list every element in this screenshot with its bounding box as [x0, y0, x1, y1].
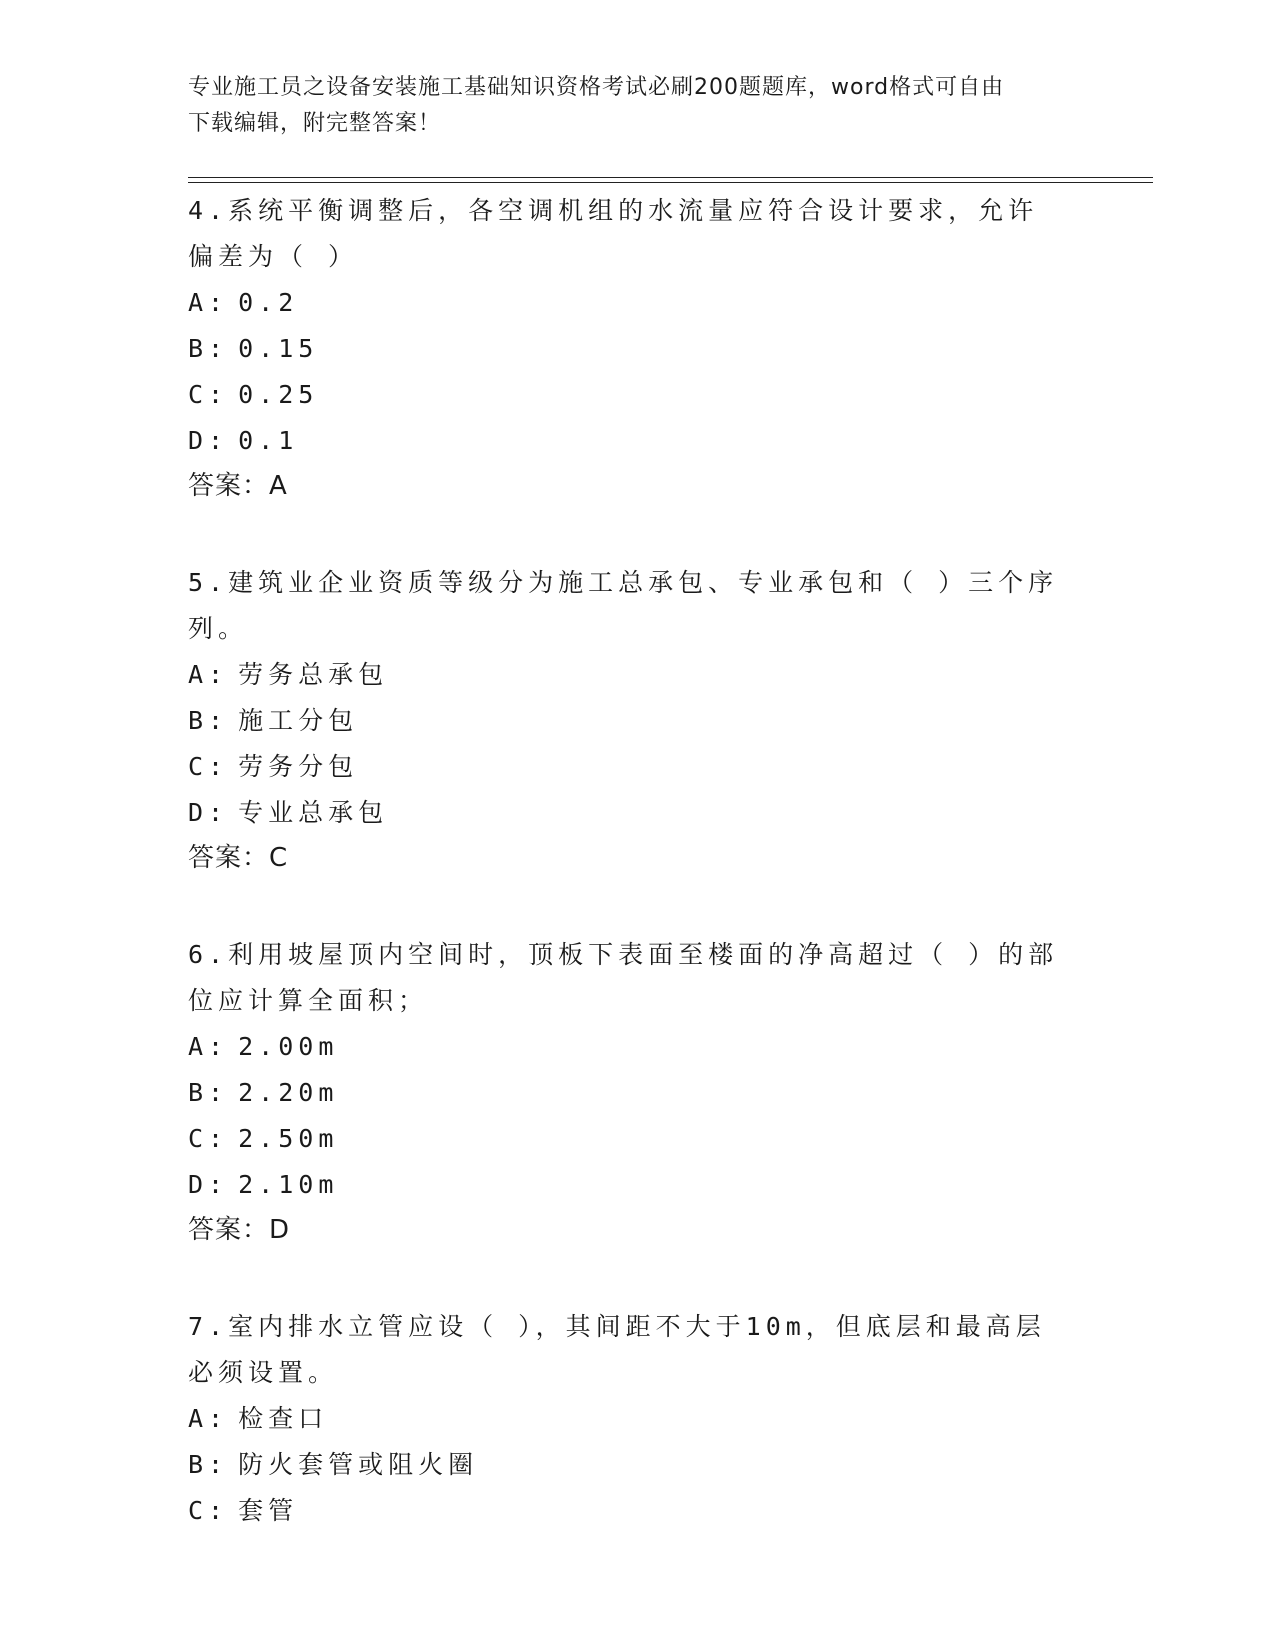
answer-line: 答案：D [188, 1215, 291, 1245]
option-a [188, 1396, 1068, 1442]
question-5 [188, 560, 1068, 880]
option-letter: B: [188, 1450, 229, 1479]
option-a [188, 280, 1068, 326]
option-c [188, 372, 1068, 418]
option-c [188, 1488, 1068, 1534]
option-letter: A: [188, 660, 229, 689]
option-c [188, 744, 1068, 790]
header-rule-bottom [188, 182, 1153, 183]
question-6 [188, 932, 1068, 1252]
option-letter: C: [188, 380, 229, 409]
option-letter: C: [188, 1124, 229, 1153]
option-text: 2.00m [238, 1032, 339, 1061]
answer-line: 答案：A [188, 471, 288, 501]
document-header [188, 70, 1068, 142]
question-stem: 5.建筑业企业资质等级分为施工总承包、专业承包和（ ）三个序列。 [188, 568, 1059, 643]
option-letter: C: [188, 752, 229, 781]
option-letter: C: [188, 1496, 229, 1525]
option-letter: D: [188, 426, 229, 455]
header-line-2: 下载编辑，附完整答案！ [188, 111, 442, 136]
option-text: 劳务总承包 [238, 660, 389, 689]
option-c [188, 1116, 1068, 1162]
option-letter: D: [188, 798, 229, 827]
option-letter: D: [188, 1170, 229, 1199]
question-4 [188, 188, 1068, 508]
option-b [188, 1442, 1068, 1488]
option-text: 劳务分包 [238, 752, 359, 781]
question-stem: 7.室内排水立管应设（ ），其间距不大于10m，但底层和最高层必须设置。 [188, 1312, 1046, 1387]
option-letter: B: [188, 706, 229, 735]
option-text: 0.25 [238, 380, 319, 409]
option-text: 检查口 [238, 1404, 329, 1433]
option-text: 0.1 [238, 426, 299, 455]
option-text: 2.50m [238, 1124, 339, 1153]
question-list [188, 188, 1068, 1586]
option-text: 0.2 [238, 288, 299, 317]
question-7 [188, 1304, 1068, 1534]
option-d [188, 1162, 1068, 1208]
question-stem: 4.系统平衡调整后，各空调机组的水流量应符合设计要求，允许偏差为（ ） [188, 196, 1039, 271]
question-stem: 6.利用坡屋顶内空间时，顶板下表面至楼面的净高超过（ ）的部位应计算全面积； [188, 940, 1059, 1015]
option-letter: B: [188, 1078, 229, 1107]
option-letter: A: [188, 1032, 229, 1061]
header-rule-top [188, 177, 1153, 178]
option-text: 施工分包 [238, 706, 359, 735]
option-a [188, 652, 1068, 698]
option-text: 套管 [238, 1496, 299, 1525]
option-a [188, 1024, 1068, 1070]
option-text: 0.15 [238, 334, 319, 363]
option-b [188, 1070, 1068, 1116]
option-text: 2.10m [238, 1170, 339, 1199]
header-line-1: 专业施工员之设备安装施工基础知识资格考试必刷200题题库，word格式可自由 [188, 75, 1005, 100]
option-b [188, 326, 1068, 372]
option-letter: A: [188, 1404, 229, 1433]
answer-line: 答案：C [188, 843, 289, 873]
option-d [188, 418, 1068, 464]
option-text: 专业总承包 [238, 798, 389, 827]
option-text: 2.20m [238, 1078, 339, 1107]
option-text: 防火套管或阻火圈 [238, 1450, 479, 1479]
option-letter: A: [188, 288, 229, 317]
option-d [188, 790, 1068, 836]
option-letter: B: [188, 334, 229, 363]
option-b [188, 698, 1068, 744]
